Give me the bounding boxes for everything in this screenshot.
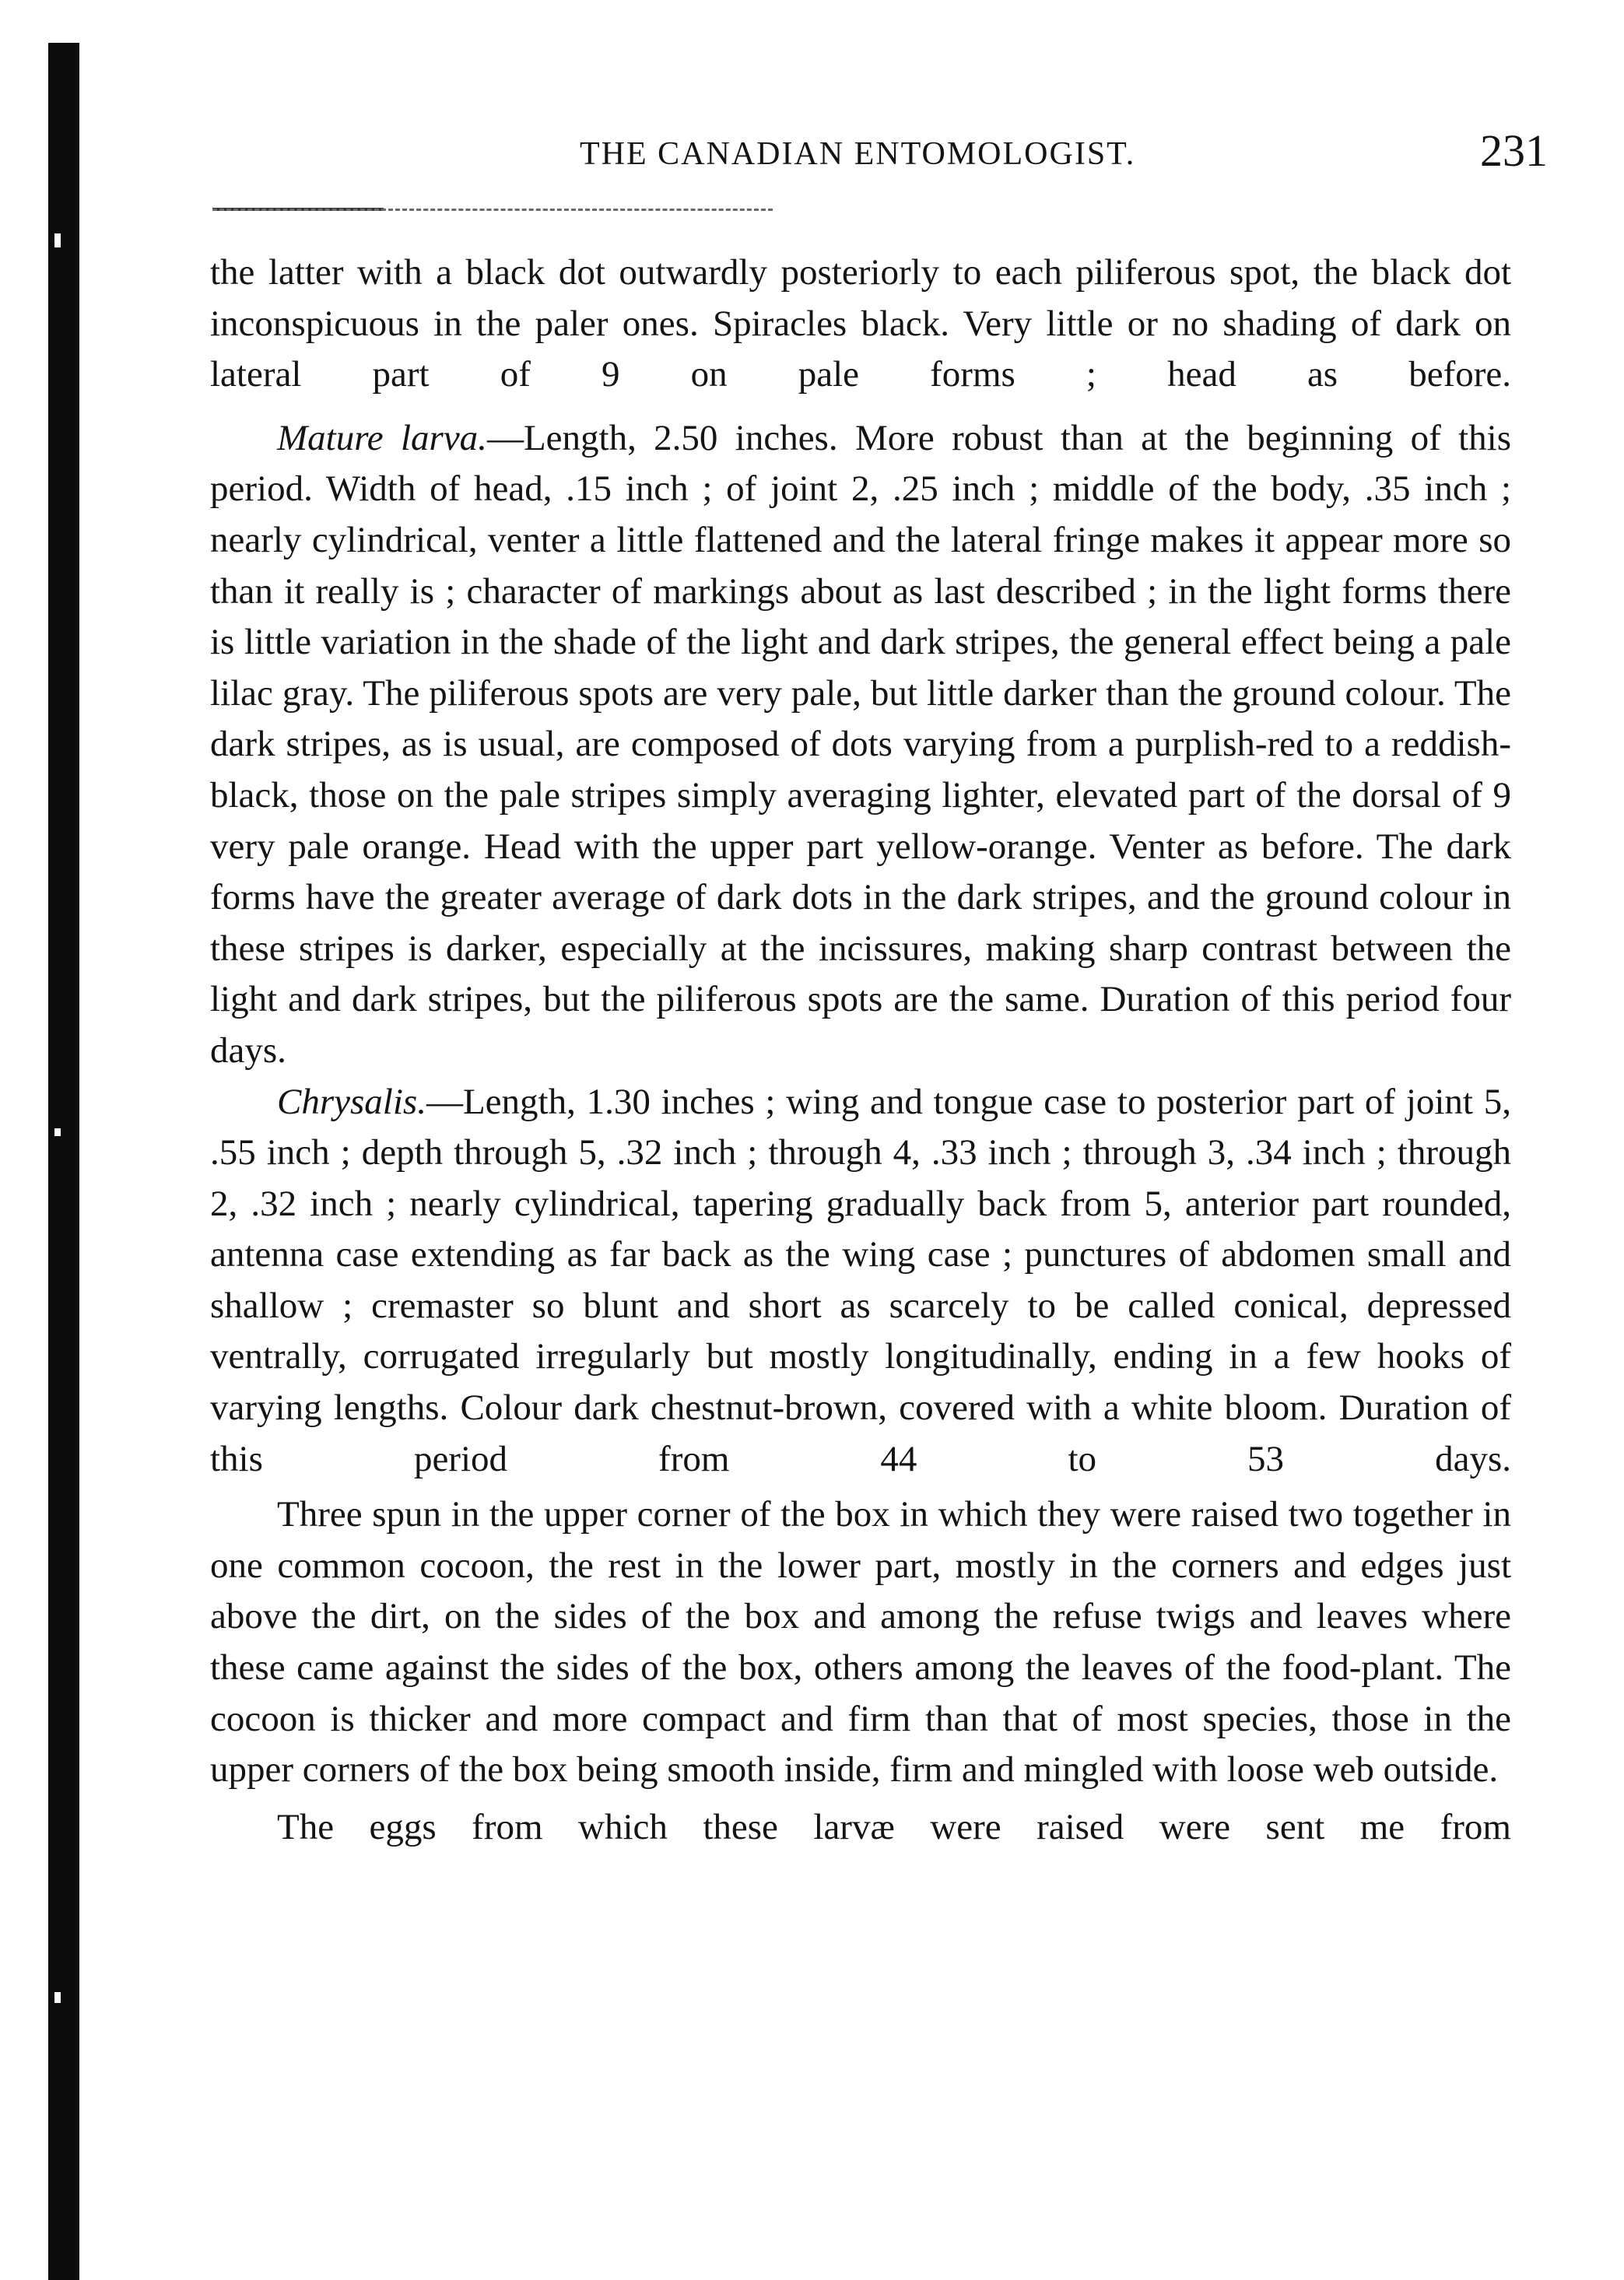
mature-larva-text: —Length, 2.50 inches. More robust than at the beginning of this period. Width of head, .15 inch ; of joint 2, .25 inch ; middle of the body, .35 inch ; nearly cylindrical, venter a little flattened and the lateral fringe makes it appear more so than it really is ; character of markings about as last described ; in the light forms there is little variation in the shade of the light and dark stripes, the general effect being a pale lilac gray. The piliferous spots are very pale, but little darker than the ground colour. The dark stripes, as is usual, are composed of dots varying from a purplish-red to a reddish-black, those on the pale stripes simply averaging lighter, elevated part of the dorsal of 9 very pale orange. Head with the upper part yellow-orange. Venter as before. The dark forms have the greater average of dark dots in the dark stripes, and the ground colour in these stripes is darker, especially at the incissures, making sharp contrast between the light and dark stripes, but the piliferous spots are the same. Duration of this period four days. bbox=[210, 417, 1512, 1071]
journal-title: THE CANADIAN ENTOMOLOGIST. bbox=[580, 136, 1136, 172]
running-header bbox=[0, 125, 1624, 187]
mature-larva-heading: Mature larva. bbox=[277, 417, 487, 458]
paragraph-larva-continued: the latter with a black dot outwardly posteriorly to each piliferous spot, the black dot inconspicuous in the paler ones. Spiracles black. Very little or no shading of dark on lateral part of 9 on pale forms ; head as before. bbox=[210, 252, 1511, 395]
page-number: 231 bbox=[1480, 125, 1548, 176]
chrysalis-heading: Chrysalis. bbox=[277, 1081, 426, 1122]
binding-edge-mark bbox=[54, 1128, 61, 1136]
binding-edge-mark bbox=[54, 233, 61, 247]
book-binding-edge bbox=[48, 43, 79, 2280]
paragraph-eggs: The eggs from which these larvæ were raised were sent me from bbox=[277, 1806, 1511, 1847]
header-rule-dashed bbox=[212, 209, 773, 211]
chrysalis-text: —Length, 1.30 inches ; wing and tongue case to posterior part of joint 5, .55 inch ; depth through 5, .32 inch ; through 4, .33 inch ; through 3, .34 inch ; through 2, .32 inch ; nearly cylindrical, tapering gradually back from 5, anterior part rounded, antenna case extending as far back as the wing case ; punctures of abdomen small and shallow ; cremaster so blunt and short as scarcely to be called conical, depressed ventrally, corrugated irregularly but mostly longitudinally, ending in a few hooks of varying lengths. Colour dark chestnut-brown, covered with a white bloom. Duration of this period from 44 to 53 days. bbox=[210, 1081, 1511, 1479]
paragraph-chrysalis bbox=[210, 1077, 1511, 1486]
paragraph-mature-larva bbox=[210, 413, 1511, 1077]
paragraph-cocoon: Three spun in the upper corner of the box in which they were raised two together in one common cocoon, the rest in the lower part, mostly in the corners and edges just above the dirt, on the sides of the box and among the refuse twigs and leaves where these came against the sides of the box, others among the leaves of the food-plant. The cocoon is thicker and more compact and firm than that of most species, those in the upper corners of the box being smooth inside, firm and mingled with loose web outside. bbox=[210, 1494, 1511, 1791]
binding-edge-mark bbox=[54, 1992, 61, 2003]
page-body bbox=[210, 247, 1511, 1853]
